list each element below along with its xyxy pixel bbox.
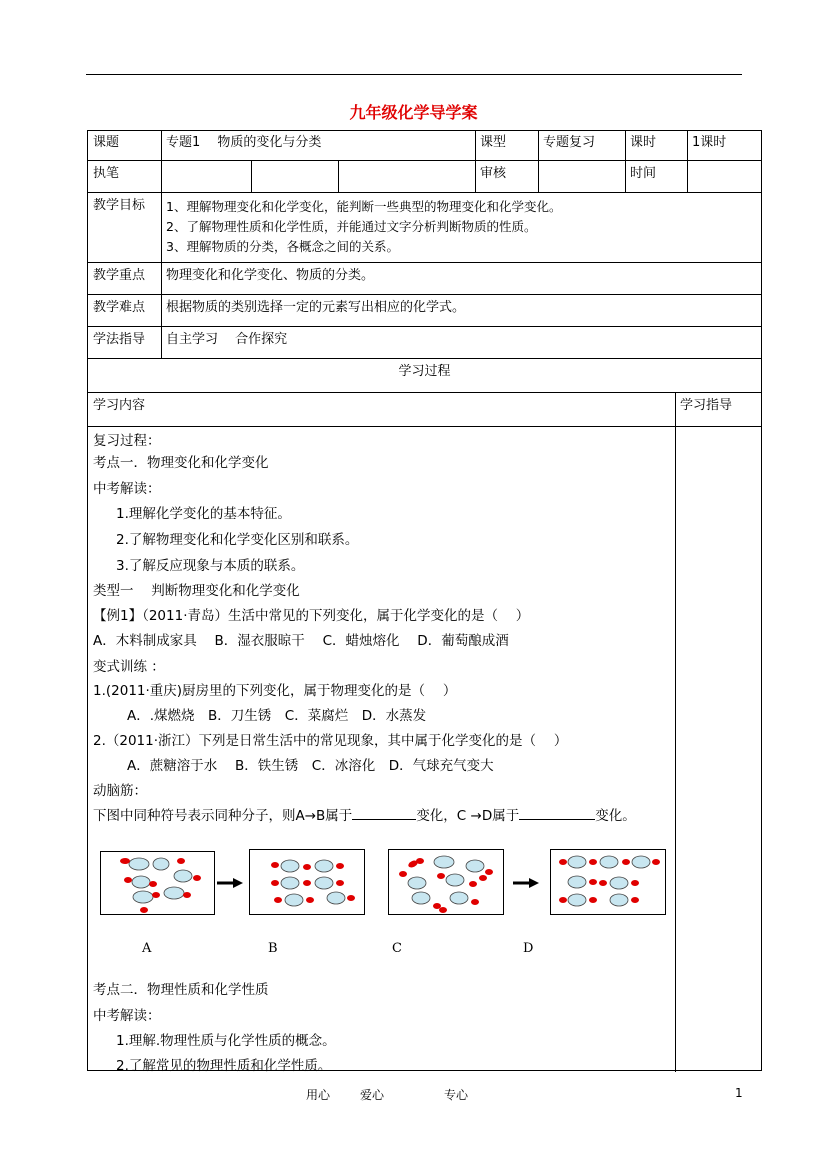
question-part: 下图中同种符号表示同种分子，则A→B属于 <box>93 808 353 824</box>
goals-label: 教学目标 <box>93 198 146 213</box>
figure-label-b: B <box>268 941 278 956</box>
fill-blank-question <box>93 804 636 824</box>
footer-text: 爱心 <box>360 1088 385 1102</box>
molecule-figure <box>93 847 673 977</box>
text-line: 2.了解常见的物理性质和化学性质。 <box>116 1058 332 1074</box>
answer-blank[interactable] <box>519 807 595 820</box>
question-part: 变化。 <box>595 808 636 824</box>
text-line: 3.了解反应现象与本质的联系。 <box>116 558 305 574</box>
footer-text: 用心 <box>306 1088 331 1102</box>
figure-box-a <box>100 851 215 915</box>
review-label: 审核 <box>480 166 507 181</box>
type-label: 课型 <box>480 135 507 150</box>
arrow-icon <box>511 877 541 889</box>
author-label: 执笔 <box>93 166 120 181</box>
footer-text: 专心 <box>444 1088 469 1102</box>
section-heading: 考点一．物理变化和化学变化 <box>93 455 269 471</box>
answer-options: A．木料制成家具 B．湿衣服晾干 C．蜡烛熔化 D．葡萄酿成酒 <box>93 633 509 649</box>
header-rule <box>86 74 742 75</box>
topic-value: 专题1 物质的变化与分类 <box>166 135 322 150</box>
section-heading: 考点二．物理性质和化学性质 <box>93 982 269 998</box>
figure-label-a: A <box>142 941 152 956</box>
figure-label-c: C <box>392 941 402 956</box>
answer-options: A．蔗糖溶于水 B．铁生锈 C．冰溶化 D．气球充气变大 <box>127 758 494 774</box>
question: 2.（2011·浙江）下列是日常生活中的常见现象，其中属于化学变化的是（ ） <box>93 733 568 749</box>
difficulty-value: 根据物质的类别选择一定的元素写出相应的化学式。 <box>166 300 466 315</box>
text-line: 1.理解.物理性质与化学性质的概念。 <box>116 1033 336 1049</box>
time-label: 时间 <box>630 166 657 181</box>
page-number: 1 <box>735 1086 743 1100</box>
text-line: 2.了解物理变化和化学变化区别和联系。 <box>116 532 359 548</box>
molecules-b <box>250 850 366 916</box>
goals-list <box>161 194 761 259</box>
method-value: 自主学习 合作探究 <box>166 332 288 347</box>
process-heading: 学习过程 <box>398 364 451 379</box>
molecules-c <box>389 850 505 916</box>
text-line: 中考解读： <box>93 1008 161 1024</box>
answer-blank[interactable] <box>352 807 416 820</box>
content-label: 学习内容 <box>93 398 146 413</box>
topic-label: 课题 <box>93 135 120 150</box>
goal-line: 3、理解物质的分类，各概念之间的关系。 <box>166 239 399 254</box>
question: 1.(2011·重庆)厨房里的下列变化，属于物理变化的是（ ） <box>93 683 457 699</box>
figure-box-b <box>249 849 365 915</box>
goal-line: 2、了解物理性质和化学性质，并能通过文字分析判断物质的性质。 <box>166 219 537 234</box>
page-title: 九年级化学导学案 <box>349 103 478 122</box>
method-label: 学法指导 <box>93 332 146 347</box>
type-value: 专题复习 <box>543 135 596 150</box>
molecules-d <box>551 850 667 916</box>
hours-value: 1课时 <box>692 135 727 150</box>
text-line: 1.理解化学变化的基本特征。 <box>116 506 291 522</box>
focus-value: 物理变化和化学变化、物质的分类。 <box>166 268 375 283</box>
question: 【例1】（2011·青岛）生活中常见的下列变化，属于化学变化的是（ ） <box>93 608 530 624</box>
answer-options: A．.煤燃烧 B．刀生锈 C．菜腐烂 D．水蒸发 <box>127 708 427 724</box>
figure-label-d: D <box>523 941 534 956</box>
focus-label: 教学重点 <box>93 268 146 283</box>
text-line: 类型一 判断物理变化和化学变化 <box>93 583 300 599</box>
text-line: 中考解读： <box>93 481 161 497</box>
hours-label: 课时 <box>630 135 657 150</box>
figure-box-d <box>550 849 666 915</box>
arrow-icon <box>215 877 245 889</box>
figure-box-c <box>388 849 504 915</box>
text-line: 变式训练 ： <box>93 659 165 675</box>
goal-line: 1、理解物理变化和化学变化，能判断一些典型的物理变化和化学变化。 <box>166 199 562 214</box>
molecules-a <box>101 852 216 916</box>
text-line: 复习过程： <box>93 433 161 449</box>
difficulty-label: 教学难点 <box>93 300 146 315</box>
text-line: 动脑筋： <box>93 783 147 799</box>
lesson-plan-table <box>87 130 762 1074</box>
question-part: 变化，C →D属于 <box>416 808 520 824</box>
guide-label: 学习指导 <box>680 398 733 413</box>
